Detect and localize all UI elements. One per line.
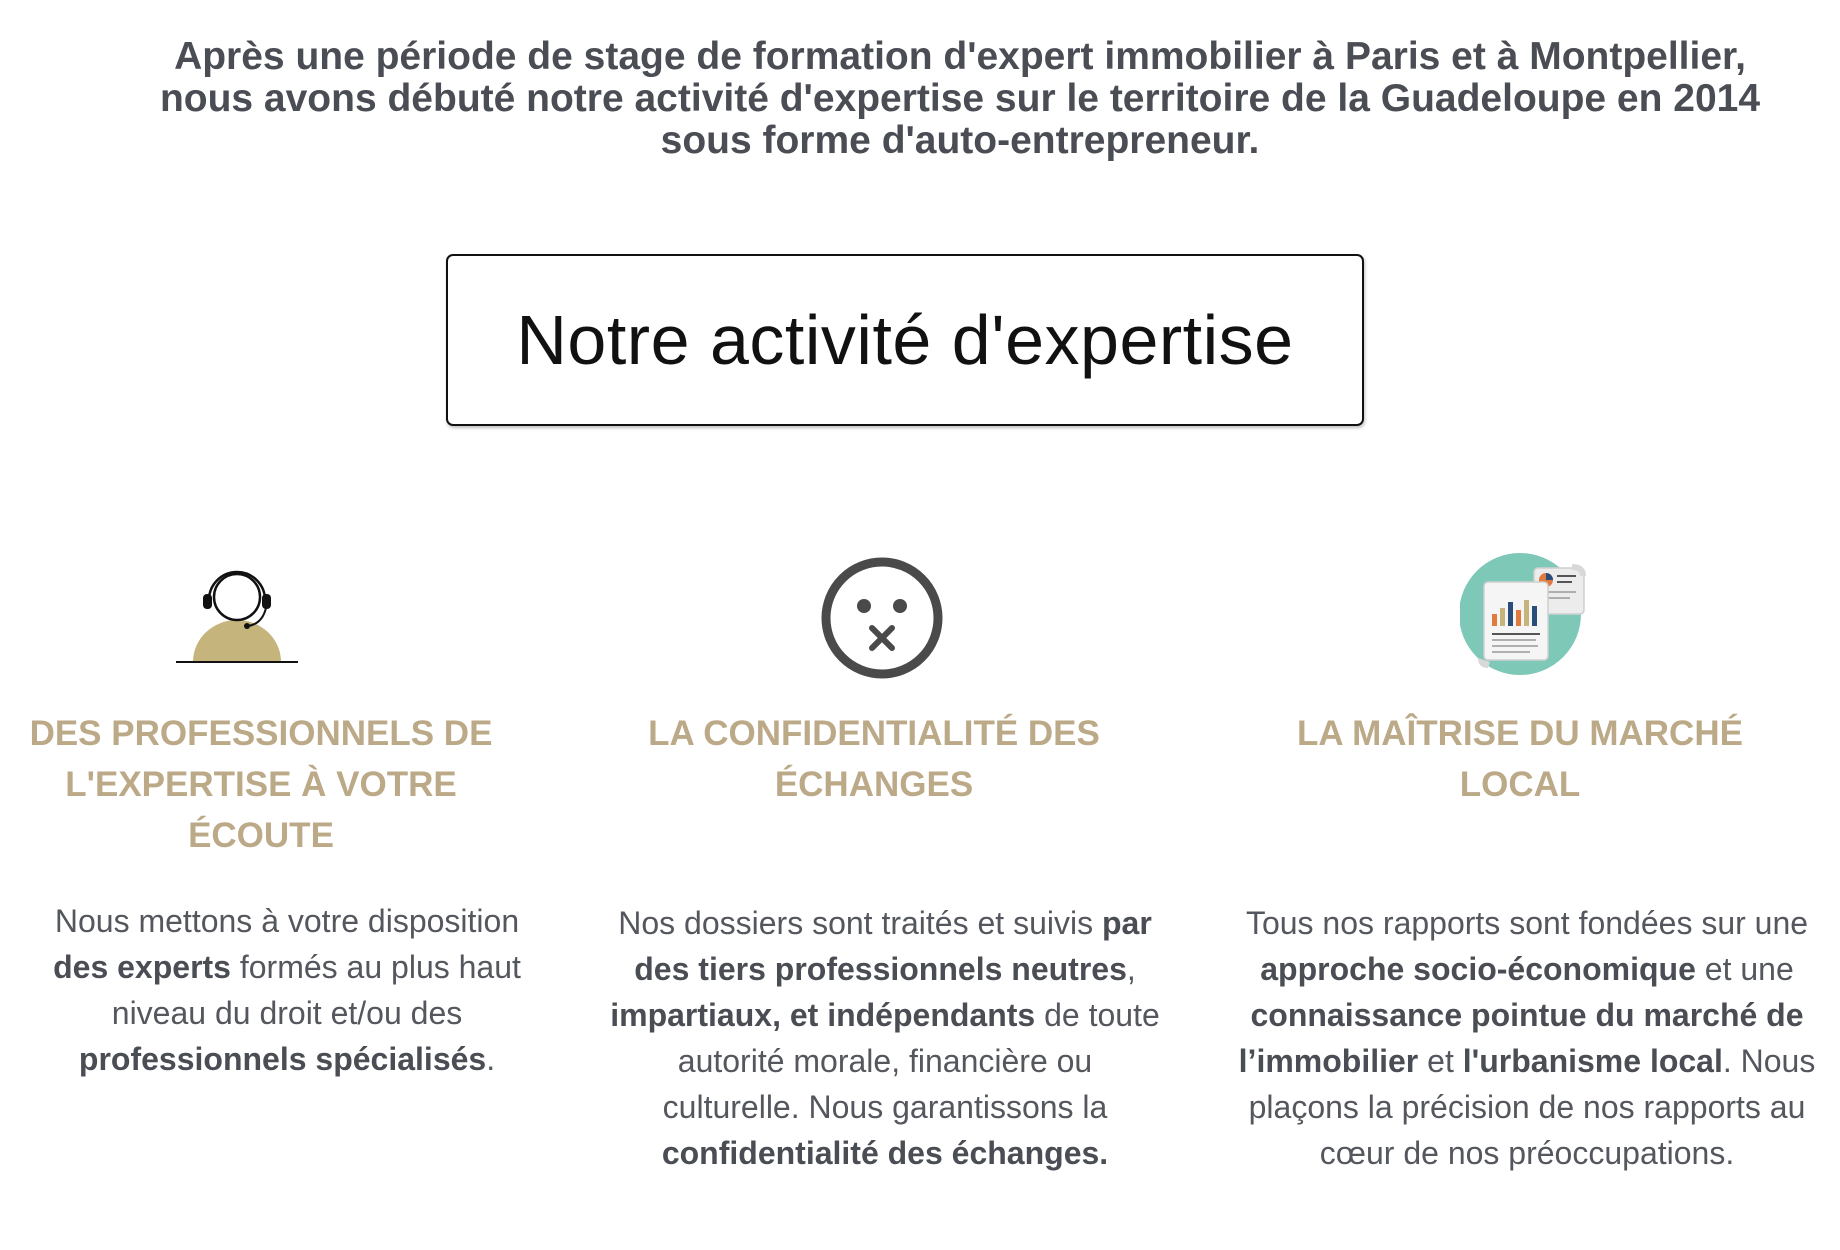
section-title: Notre activité d'expertise [516,301,1294,379]
body-text: . Nous plaçons la précision de nos rapports au cœur de nos préoccupations. [1248,1043,1816,1171]
body-text-bold: confidentialité des échanges. [661,1135,1109,1171]
intro-line: nous avons débuté notre activité d'expertise sur le territoire de la Guadeloupe en 2014 [159,77,1761,120]
body-text-bold: impartiaux, et indépendants [610,997,1036,1033]
column-body [22,898,552,1082]
heading-line: ÉCHANGES [774,765,974,804]
body-text-bold: des experts [53,949,231,985]
body-text: formés au plus haut niveau du droit et/ou des [111,949,521,1031]
body-text-bold: l'urbanisme local [1462,1043,1723,1079]
body-text: de toute autorité morale, financière ou culturelle. Nous garantissons la [662,997,1160,1125]
body-text: Nos dossiers sont traités et suivis [618,905,1102,941]
column-body [610,900,1160,1176]
section-title-box [446,254,1364,426]
body-text-bold: connaissance pointue du marché de l’immobilier [1238,997,1804,1079]
column-heading [1240,708,1800,810]
body-text: . [486,1041,496,1077]
body-text: Tous nos rapports sont fondées sur une [1245,905,1809,941]
heading-line: LOCAL [1459,765,1581,804]
heading-line: DES PROFESSIONNELS DE [29,714,493,753]
body-text: , [1126,951,1136,987]
column-heading [600,708,1148,810]
column-heading [0,708,522,861]
intro-line: Après une période de stage de formation d'expert immobilier à Paris et à Montpellier, [174,35,1746,78]
body-text-bold: par des tiers professionnels neutres [634,905,1152,987]
body-text: et [1418,1043,1463,1079]
column-body [1234,900,1820,1176]
body-text: et une [1695,951,1794,987]
intro-paragraph [140,36,1780,162]
body-text: Nous mettons à votre disposition [54,903,520,939]
body-text-bold: approche socio-économique [1260,951,1696,987]
intro-line: sous forme d'auto-entrepreneur. [660,119,1260,162]
heading-line: LA MAÎTRISE DU MARCHÉ [1297,714,1743,753]
report-chart-icon [1460,550,1606,676]
heading-line: L'EXPERTISE À VOTRE [65,765,457,804]
heading-line: ÉCOUTE [188,816,334,855]
heading-line: LA CONFIDENTIALITÉ DES [648,714,1100,753]
sealed-lips-face-icon [820,556,944,680]
body-text-bold: professionnels spécialisés [78,1041,487,1077]
headset-person-icon [176,566,298,664]
